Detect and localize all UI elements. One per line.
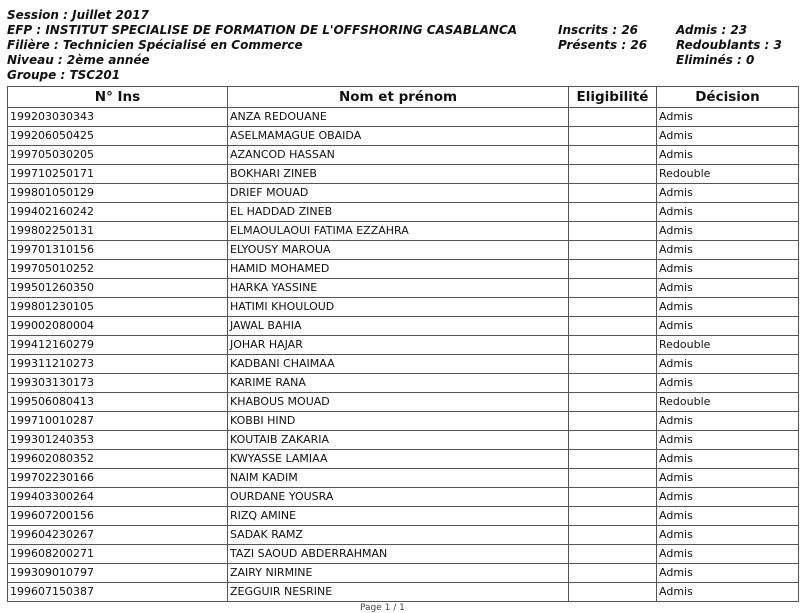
eligibilite-cell xyxy=(569,317,657,336)
num-ins-cell: 199602080352 xyxy=(8,450,228,469)
presents-count: Présents : 26 xyxy=(558,38,648,52)
num-ins-cell: 199604230267 xyxy=(8,526,228,545)
nom-prenom-cell: NAIM KADIM xyxy=(228,469,569,488)
table-row xyxy=(8,507,799,526)
table-row xyxy=(8,203,799,222)
table-row xyxy=(8,583,799,602)
nom-prenom-cell: ANZA REDOUANE xyxy=(228,108,569,127)
num-ins-cell: 199710010287 xyxy=(8,412,228,431)
nom-prenom-cell: DRIEF MOUAD xyxy=(228,184,569,203)
nom-prenom-cell: BOKHARI ZINEB xyxy=(228,165,569,184)
eligibilite-cell xyxy=(569,431,657,450)
session-label: Session : Juillet 2017 xyxy=(7,8,149,22)
eligibilite-cell xyxy=(569,393,657,412)
num-ins-cell: 199206050425 xyxy=(8,127,228,146)
eligibilite-cell xyxy=(569,374,657,393)
table-row xyxy=(8,108,799,127)
decision-cell: Admis xyxy=(657,260,799,279)
decision-cell: Admis xyxy=(657,127,799,146)
eligibilite-cell xyxy=(569,526,657,545)
nom-prenom-cell: EL HADDAD ZINEB xyxy=(228,203,569,222)
num-ins-cell: 199301240353 xyxy=(8,431,228,450)
num-ins-cell: 199608200271 xyxy=(8,545,228,564)
eligibilite-cell xyxy=(569,108,657,127)
num-ins-cell: 199002080004 xyxy=(8,317,228,336)
eligibilite-cell xyxy=(569,412,657,431)
eligibilite-cell xyxy=(569,165,657,184)
decision-cell: Admis xyxy=(657,355,799,374)
decision-cell: Admis xyxy=(657,279,799,298)
table-row xyxy=(8,545,799,564)
decision-cell: Admis xyxy=(657,108,799,127)
decision-cell: Admis xyxy=(657,222,799,241)
groupe-label: Groupe : TSC201 xyxy=(7,68,121,82)
eligibilite-cell xyxy=(569,127,657,146)
column-header-decision: Décision xyxy=(657,87,799,108)
nom-prenom-cell: ZEGGUIR NESRINE xyxy=(228,583,569,602)
decision-cell: Redouble xyxy=(657,165,799,184)
table-row xyxy=(8,336,799,355)
eligibilite-cell xyxy=(569,222,657,241)
decision-cell: Admis xyxy=(657,507,799,526)
eligibilite-cell xyxy=(569,279,657,298)
num-ins-cell: 199501260350 xyxy=(8,279,228,298)
table-row xyxy=(8,412,799,431)
num-ins-cell: 199802250131 xyxy=(8,222,228,241)
nom-prenom-cell: HATIMI KHOULOUD xyxy=(228,298,569,317)
nom-prenom-cell: KHABOUS MOUAD xyxy=(228,393,569,412)
nom-prenom-cell: ASELMAMAGUE OBAIDA xyxy=(228,127,569,146)
num-ins-cell: 199303130173 xyxy=(8,374,228,393)
page-footer: Page 1 / 1 xyxy=(360,603,405,613)
nom-prenom-cell: ZAIRY NIRMINE xyxy=(228,564,569,583)
decision-cell: Admis xyxy=(657,412,799,431)
table-row xyxy=(8,564,799,583)
nom-prenom-cell: ELYOUSY MAROUA xyxy=(228,241,569,260)
table-row xyxy=(8,393,799,412)
decision-cell: Admis xyxy=(657,146,799,165)
eligibilite-cell xyxy=(569,184,657,203)
num-ins-cell: 199607200156 xyxy=(8,507,228,526)
nom-prenom-cell: KARIME RANA xyxy=(228,374,569,393)
header-stats-middle xyxy=(558,23,647,53)
table-header-row xyxy=(8,87,799,108)
filiere-label: Filière : Technicien Spécialisé en Commerce xyxy=(7,38,303,52)
decision-cell: Admis xyxy=(657,241,799,260)
admis-count: Admis : 23 xyxy=(676,23,748,37)
eligibilite-cell xyxy=(569,564,657,583)
num-ins-cell: 199311210273 xyxy=(8,355,228,374)
table-row xyxy=(8,469,799,488)
column-header-eligibilite: Eligibilité xyxy=(569,87,657,108)
table-row xyxy=(8,260,799,279)
num-ins-cell: 199412160279 xyxy=(8,336,228,355)
num-ins-cell: 199403300264 xyxy=(8,488,228,507)
table-row xyxy=(8,488,799,507)
eligibilite-cell xyxy=(569,336,657,355)
nom-prenom-cell: TAZI SAOUD ABDERRAHMAN xyxy=(228,545,569,564)
num-ins-cell: 199402160242 xyxy=(8,203,228,222)
elimines-count: Eliminés : 0 xyxy=(676,53,755,67)
table-row xyxy=(8,184,799,203)
nom-prenom-cell: SADAK RAMZ xyxy=(228,526,569,545)
decision-cell: Admis xyxy=(657,184,799,203)
eligibilite-cell xyxy=(569,488,657,507)
nom-prenom-cell: HARKA YASSINE xyxy=(228,279,569,298)
num-ins-cell: 199705010252 xyxy=(8,260,228,279)
table-row xyxy=(8,317,799,336)
nom-prenom-cell: ELMAOULAOUI FATIMA EZZAHRA xyxy=(228,222,569,241)
decision-cell: Admis xyxy=(657,374,799,393)
header-stats-right xyxy=(676,23,782,68)
eligibilite-cell xyxy=(569,355,657,374)
decision-cell: Admis xyxy=(657,526,799,545)
decision-cell: Redouble xyxy=(657,336,799,355)
eligibilite-cell xyxy=(569,260,657,279)
eligibilite-cell xyxy=(569,507,657,526)
num-ins-cell: 199801050129 xyxy=(8,184,228,203)
eligibilite-cell xyxy=(569,450,657,469)
nom-prenom-cell: HAMID MOHAMED xyxy=(228,260,569,279)
table-row xyxy=(8,355,799,374)
table-row xyxy=(8,526,799,545)
nom-prenom-cell: KOBBI HIND xyxy=(228,412,569,431)
decision-cell: Admis xyxy=(657,564,799,583)
nom-prenom-cell: JOHAR HAJAR xyxy=(228,336,569,355)
decision-cell: Admis xyxy=(657,203,799,222)
num-ins-cell: 199801230105 xyxy=(8,298,228,317)
decision-cell: Admis xyxy=(657,298,799,317)
num-ins-cell: 199702230166 xyxy=(8,469,228,488)
nom-prenom-cell: AZANCOD HASSAN xyxy=(228,146,569,165)
table-row xyxy=(8,431,799,450)
nom-prenom-cell: KADBANI CHAIMAA xyxy=(228,355,569,374)
eligibilite-cell xyxy=(569,203,657,222)
results-table xyxy=(7,86,799,602)
table-row xyxy=(8,450,799,469)
table-row xyxy=(8,146,799,165)
nom-prenom-cell: KOUTAIB ZAKARIA xyxy=(228,431,569,450)
decision-cell: Admis xyxy=(657,545,799,564)
decision-cell: Redouble xyxy=(657,393,799,412)
niveau-label: Niveau : 2ème année xyxy=(7,53,150,67)
column-header-nom-prenom: Nom et prénom xyxy=(228,87,569,108)
num-ins-cell: 199701310156 xyxy=(8,241,228,260)
eligibilite-cell xyxy=(569,146,657,165)
num-ins-cell: 199203030343 xyxy=(8,108,228,127)
table-row xyxy=(8,279,799,298)
redoublants-count: Redoublants : 3 xyxy=(676,38,782,52)
efp-label: EFP : INSTITUT SPECIALISE DE FORMATION DE L'OFFSHORING CASABLANCA xyxy=(7,23,518,37)
column-header-num-ins: N° Ins xyxy=(8,87,228,108)
num-ins-cell: 199309010797 xyxy=(8,564,228,583)
table-row xyxy=(8,222,799,241)
decision-cell: Admis xyxy=(657,488,799,507)
decision-cell: Admis xyxy=(657,431,799,450)
num-ins-cell: 199705030205 xyxy=(8,146,228,165)
inscrits-count: Inscrits : 26 xyxy=(558,23,639,37)
eligibilite-cell xyxy=(569,469,657,488)
nom-prenom-cell: RIZQ AMINE xyxy=(228,507,569,526)
num-ins-cell: 199710250171 xyxy=(8,165,228,184)
table-row xyxy=(8,165,799,184)
decision-cell: Admis xyxy=(657,583,799,602)
table-row xyxy=(8,298,799,317)
decision-cell: Admis xyxy=(657,469,799,488)
nom-prenom-cell: JAWAL BAHIA xyxy=(228,317,569,336)
num-ins-cell: 199607150387 xyxy=(8,583,228,602)
num-ins-cell: 199506080413 xyxy=(8,393,228,412)
table-row xyxy=(8,374,799,393)
header-info-left xyxy=(7,8,517,83)
eligibilite-cell xyxy=(569,545,657,564)
decision-cell: Admis xyxy=(657,317,799,336)
eligibilite-cell xyxy=(569,583,657,602)
eligibilite-cell xyxy=(569,298,657,317)
table-row xyxy=(8,241,799,260)
nom-prenom-cell: OURDANE YOUSRA xyxy=(228,488,569,507)
nom-prenom-cell: KWYASSE LAMIAA xyxy=(228,450,569,469)
eligibilite-cell xyxy=(569,241,657,260)
decision-cell: Admis xyxy=(657,450,799,469)
table-row xyxy=(8,127,799,146)
